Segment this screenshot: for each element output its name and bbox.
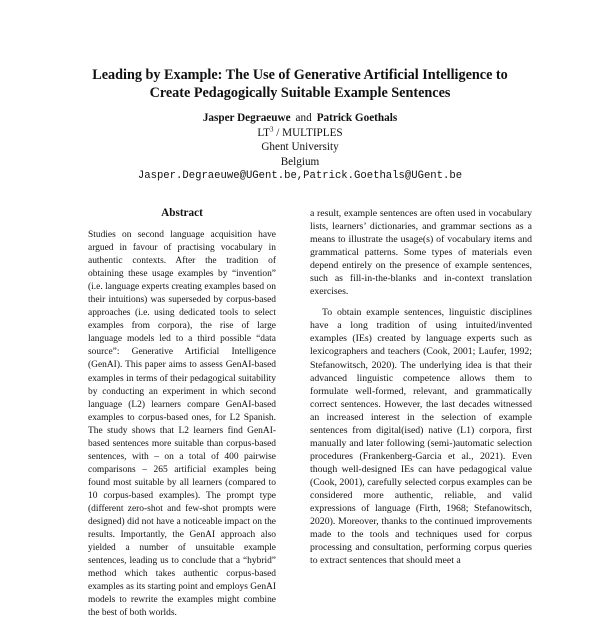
affiliation-lab <box>40 126 560 141</box>
affiliation-superscript: 3 <box>269 124 274 133</box>
body-paragraph-1: a result, example sentences are often used in vocabulary lists, learners’ dictionaries, and grammar sections as a means to illustrate the usage(s) of vocabulary items and grammatical patterns. Some types of materials even depend entirely on the presence of example sentences, such as fill-in-the-blanks and in-context translation exercises. <box>310 208 532 298</box>
author-conjunction: and <box>295 112 312 124</box>
author-block <box>40 111 560 184</box>
introduction-body <box>310 207 532 567</box>
paper-title <box>40 66 560 102</box>
author-names <box>40 111 560 126</box>
abstract-paragraph: Studies on second language acquisition have argued in favour of practising vocabulary in authentic contexts. After the tradition of obtaining these usage examples by “invention” (i.e. language experts creating examples based on their intuitions) was superseded by corpus-based approaches (i.e. using dedicated tools to select examples from corpora), the rise of large language models led to a third possible “data source”: Generative Artificial Intelligence (GenAI). This paper aims to assess GenAI-based examples in terms of their pedagogical suitability by conducting an experiment in which second language (L2) learners compare GenAI-based examples to corpus-based ones, for L2 Spanish. The study shows that L2 learners find GenAI-based sentences more suitable than corpus-based sentences, with – on a total of 400 pairwise comparisons – 265 artificial examples being found most suitable by all learners (compared to 10 corpus-based examples). The prompt type (different zero-shot and few-shot prompts were designed) did not have a noticeable impact on the results. Importantly, the GenAI approach also yielded a number of unsuitable example sentences, leading us to conclude that a “hybrid” method which takes authentic corpus-based examples as its starting point and employs GenAI models to rewrite the examples might combine the best of both worlds. <box>88 230 276 619</box>
body-paragraph-2: To obtain example sentences, linguistic disciplines have a long tradition of using intuited/invented examples (IEs) created by language experts such as lexicographers and teachers (Cook, 2001; Laufer, 1992; Stefanowitsch, 2020). The underlying idea is that their advanced linguistic competence allows them to formulate well-formed, relevant, and grammatically correct sentences. However, the last decades witnessed an increased interest in the selection of example sentences from digital(ised) native (L1) corpora, first manually and later following (semi-)automatic selection procedures (Frankenberg-Garcia et al., 2021). Even though well-designed IEs can have pedagogical value (Cook, 2001), carefully selected corpus examples can be considered more authentic, reliable, and valid expressions of language (Firth, 1968; Stefanowitsch, 2020). Moreover, thanks to the continued improvements made to the tools and techniques used for corpus processing and consultation, performing corpus queries to extract sentences that should meet a <box>310 307 532 567</box>
author-emails: Jasper.Degraeuwe@UGent.be,Patrick.Goethals@UGent.be <box>137 170 463 183</box>
affiliation-group: / MULTIPLES <box>273 126 343 139</box>
abstract-heading: Abstract <box>161 207 203 219</box>
affiliation-lt: LT <box>257 126 270 139</box>
affiliation-university: Ghent University <box>261 141 339 154</box>
affiliation-country: Belgium <box>280 155 320 168</box>
author-1: Jasper Degraeuwe <box>202 112 291 124</box>
author-2: Patrick Goethals <box>316 112 398 124</box>
title-line-1: Leading by Example: The Use of Generative Artificial Intelligence to <box>92 67 508 83</box>
title-line-2: Create Pedagogically Suitable Example Sentences <box>149 85 451 101</box>
abstract-body <box>88 229 276 620</box>
